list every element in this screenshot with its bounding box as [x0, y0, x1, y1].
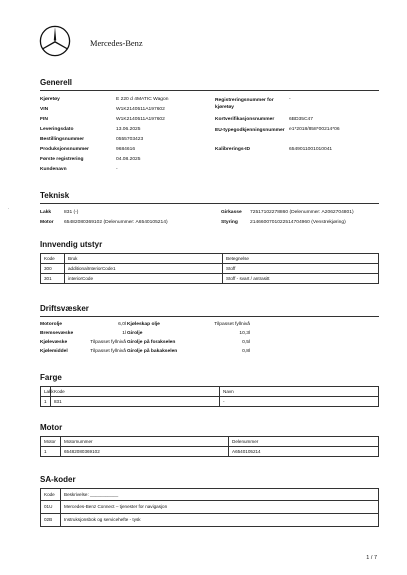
cell-kode: 01U: [41, 501, 61, 514]
value-kjoretoy: E 220 d 4MATIC Wagon: [116, 97, 169, 102]
value-kjoleskap-olje: Tilpasset fyllnivå: [214, 322, 250, 327]
value-girolje-foraksel: 0,5l: [242, 340, 250, 345]
label-kalibrerings-id: Kalibrerings-ID: [215, 147, 251, 152]
header-kode: Kode: [51, 387, 220, 397]
label-kundenavn: Kundenavn: [40, 167, 67, 172]
section-divider: [40, 90, 379, 91]
section-title-innvendig-utstyr: Innvendig utstyr: [40, 240, 103, 249]
cell-motornummer: 65482080369102: [61, 447, 229, 457]
table-header-row: [41, 437, 379, 447]
page-number: 1 / 7: [366, 555, 377, 561]
header-kode: Kode: [41, 254, 65, 264]
value-kalibrerings-id: 6549011001010041: [289, 147, 333, 152]
header-lakk: Lakk: [41, 387, 51, 397]
section-title-farge: Farge: [40, 373, 62, 382]
label-girolje-bakaksel: Girolje på bakakselen: [127, 349, 178, 354]
label-bestillingsnummer: Bestillingsnummer: [40, 137, 85, 142]
label-lakk: Lakk: [40, 210, 52, 215]
label-vin: VIN: [40, 107, 49, 112]
table-header-row: [41, 254, 379, 264]
section-title-driftsvaesker: Driftsvæsker: [40, 304, 89, 313]
table-row: [41, 514, 379, 527]
label-forste-registrering: Første registrering: [40, 157, 84, 162]
label-styring: Styring: [221, 220, 238, 225]
value-kortverifikasjonsnummer: 6BD35C47: [289, 117, 313, 122]
label-eu-typegodkjenningsnummer: EU-typegodkjenningsnummer: [215, 128, 285, 133]
value-eu-typegodkjenningsnummer: e1*2018/858*00214*06: [289, 127, 340, 132]
table-row: [41, 447, 379, 457]
label-leveringsdato: Leveringsdato: [40, 127, 74, 132]
section-divider: [40, 203, 379, 204]
label-kjolevaeske: Kjølevæske: [40, 340, 68, 345]
cell-betegnelse: Stoff: [223, 264, 379, 274]
header-betegnelse: Betegnelse: [223, 254, 379, 264]
cell-bruk: additionalInteriorCode1: [65, 264, 223, 274]
cell-betegnelse: Stoff - svart / antrasitt: [223, 274, 379, 284]
value-leveringsdato: 13.06.2025: [116, 127, 141, 132]
value-vin: W1K2140511A197602: [116, 107, 165, 112]
value-motorolje: 6,0l: [118, 322, 126, 327]
label-motorolje: Motorolje: [40, 322, 63, 327]
label-kortverifikasjonsnummer: Kortverifikasjonsnummer: [215, 117, 275, 122]
section-title-sa-koder: SA-koder: [40, 475, 76, 484]
label-kjoretoy: Kjøretøy: [40, 97, 60, 102]
label-fin: FIN: [40, 117, 48, 122]
label-girolje: Girolje: [127, 331, 143, 336]
value-bestillingsnummer: 0555703423: [116, 137, 144, 142]
label-kjoleskap-olje: Kjøleskap olje: [127, 322, 160, 327]
value-bremsevaeske: 1l: [122, 331, 126, 336]
section-title-teknisk: Teknisk: [40, 191, 70, 200]
value-kjolemiddel: Tilpasset fyllnivå: [90, 349, 126, 354]
header-delenummer: Delenummer: [229, 437, 379, 447]
cell-beskrivelse: Instruksjonsbok og servicehefte - tysk: [61, 514, 379, 527]
mercedes-star-icon: [39, 25, 71, 57]
cell-motor: 1: [41, 447, 61, 457]
value-motor: 65482080369102 (Delenummer: A6540105214): [64, 220, 168, 225]
cell-navn: -: [220, 397, 379, 407]
value-girolje: 10,3l: [239, 331, 250, 336]
cell-kode: 301: [41, 274, 65, 284]
brand-name: Mercedes-Benz: [90, 39, 143, 48]
header-navn: Navn: [220, 387, 379, 397]
motor-table: [40, 436, 379, 457]
label-registreringsnummer: Registreringsnummer for kjøretøy: [215, 98, 274, 110]
label-produksjonsnummer: Produksjonsnummer: [40, 147, 89, 152]
label-bremsevaeske: Bremsevæske: [40, 331, 74, 336]
label-girkasse: Girkasse: [221, 210, 242, 215]
table-row: [41, 274, 379, 284]
cell-delenummer: A6540105214: [229, 447, 379, 457]
header-bruk: Bruk: [65, 254, 223, 264]
cell-lakk: 1: [41, 397, 51, 407]
value-lakk: 831 (-): [64, 210, 79, 215]
header-kode: Kode: [41, 489, 61, 501]
value-girolje-bakaksel: 0,8l: [242, 349, 250, 354]
section-title-generell: Generell: [40, 78, 73, 87]
table-header-row: [41, 489, 379, 501]
sa-koder-table: [40, 488, 379, 527]
innvendig-table: [40, 253, 379, 284]
table-row: [41, 264, 379, 274]
value-styring: 21466007010225147049​60 (Venstrekjøring): [250, 220, 346, 225]
value-produksjonsnummer: 9684616: [116, 147, 136, 152]
cell-beskrivelse: Mercedes-Benz Connect – tjenester for navigasjon: [61, 501, 379, 514]
header-motornummer: Motornummer: [61, 437, 229, 447]
value-fin: W1K2140511A197602: [116, 117, 165, 122]
brand-header: [0, 0, 407, 70]
farge-table: [40, 386, 379, 407]
value-kundenavn: -: [116, 167, 118, 172]
header-beskrivelse: Beskrivelse: ___________: [61, 489, 379, 501]
margin-mark: ·: [8, 206, 10, 211]
cell-kode: 831: [51, 397, 220, 407]
cell-kode: 300: [41, 264, 65, 274]
value-registreringsnummer: -: [289, 97, 291, 102]
cell-kode: 02B: [41, 514, 61, 527]
label-girolje-foraksel: Girolje på forakselen: [127, 340, 176, 345]
value-forste-registrering: 04.08.2025: [116, 157, 141, 162]
section-title-motor: Motor: [40, 423, 63, 432]
label-motor: Motor: [40, 220, 54, 225]
table-header-row: [41, 387, 379, 397]
table-row: [41, 501, 379, 514]
label-kjolemiddel: Kjølemiddel: [40, 349, 68, 354]
cell-bruk: interiorCode: [65, 274, 223, 284]
value-girkasse: 72517102278860 (Delenummer: A2062704801): [250, 210, 354, 215]
table-row: [41, 397, 379, 407]
value-kjolevaeske: Tilpasset fyllnivå: [90, 340, 126, 345]
section-divider: [40, 316, 379, 317]
header-motor: Motor: [41, 437, 61, 447]
